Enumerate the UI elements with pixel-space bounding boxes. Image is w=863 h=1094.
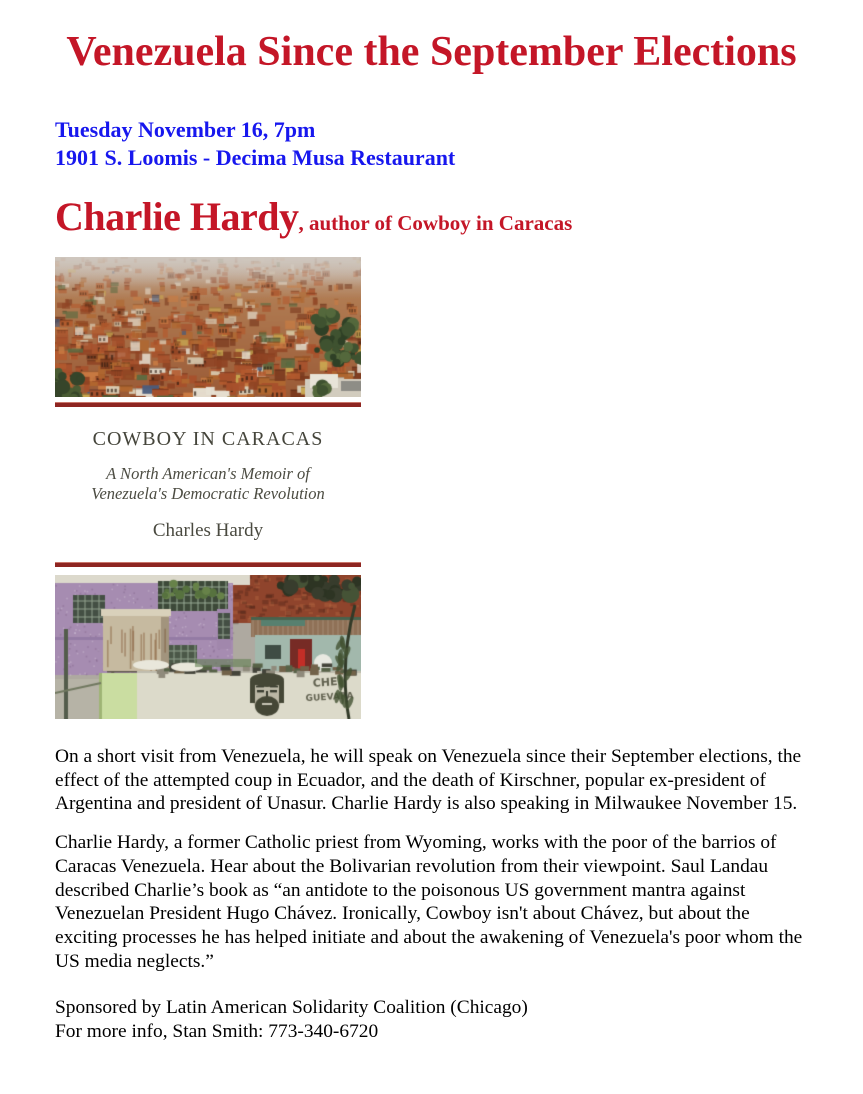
cover-rule-bottom (55, 562, 361, 567)
flyer-page (0, 28, 863, 1094)
body-paragraph: On a short visit from Venezuela, he will speak on Venezuela since their September elections, the effect of the attempted coup in Ecuador, and the death of Kirschner, popular ex-president of Argentina and president of Unasur. Charlie Hardy is also speaking in Milwaukee November 15. (55, 746, 802, 815)
barrio-hillside-photo (55, 257, 361, 397)
footer-contact: For more info, Stan Smith: 773-340-6720 (55, 1021, 379, 1043)
book-author: Charles Hardy (152, 520, 264, 541)
footer (55, 996, 812, 1043)
speaker-line (55, 193, 863, 240)
footer-sponsor: Sponsored by Latin American Solidarity Coalition (Chicago) (55, 997, 528, 1019)
book-title: COWBOY IN CARACAS (92, 428, 324, 450)
street-mural-photo (55, 575, 361, 719)
body-paragraph: Charlie Hardy, a former Catholic priest from Wyoming, works with the poor of the barrios of Caracas Venezuela. Hear about the Bolivarian revolution from their viewpoint. Saul Landau described Charlie’s book as “an antidote to the poisonous US government mantra against Venezuelan President Hugo Chávez. Ironically, Cowboy isn't about Chávez, but about the exciting processes he has helped initiate and about the awakening of Venezuela's poor whom the US media neglects.” (55, 832, 803, 972)
cover-text-block (55, 407, 361, 557)
page-title: Venezuela Since the September Elections (66, 29, 797, 75)
book-subtitle-line2: Venezuela's Democratic Revolution (91, 484, 325, 503)
event-datetime: Tuesday November 16, 7pm (55, 117, 316, 142)
body-text (55, 745, 812, 1044)
book-cover (55, 257, 361, 719)
event-location: 1901 S. Loomis - Decima Musa Restaurant (55, 145, 456, 170)
speaker-descriptor: , author of Cowboy in Caracas (298, 211, 573, 235)
event-info (55, 116, 863, 172)
book-subtitle-line1: A North American's Memoir of (106, 464, 310, 483)
book-subtitle (55, 464, 361, 504)
speaker-name: Charlie Hardy (55, 194, 299, 239)
